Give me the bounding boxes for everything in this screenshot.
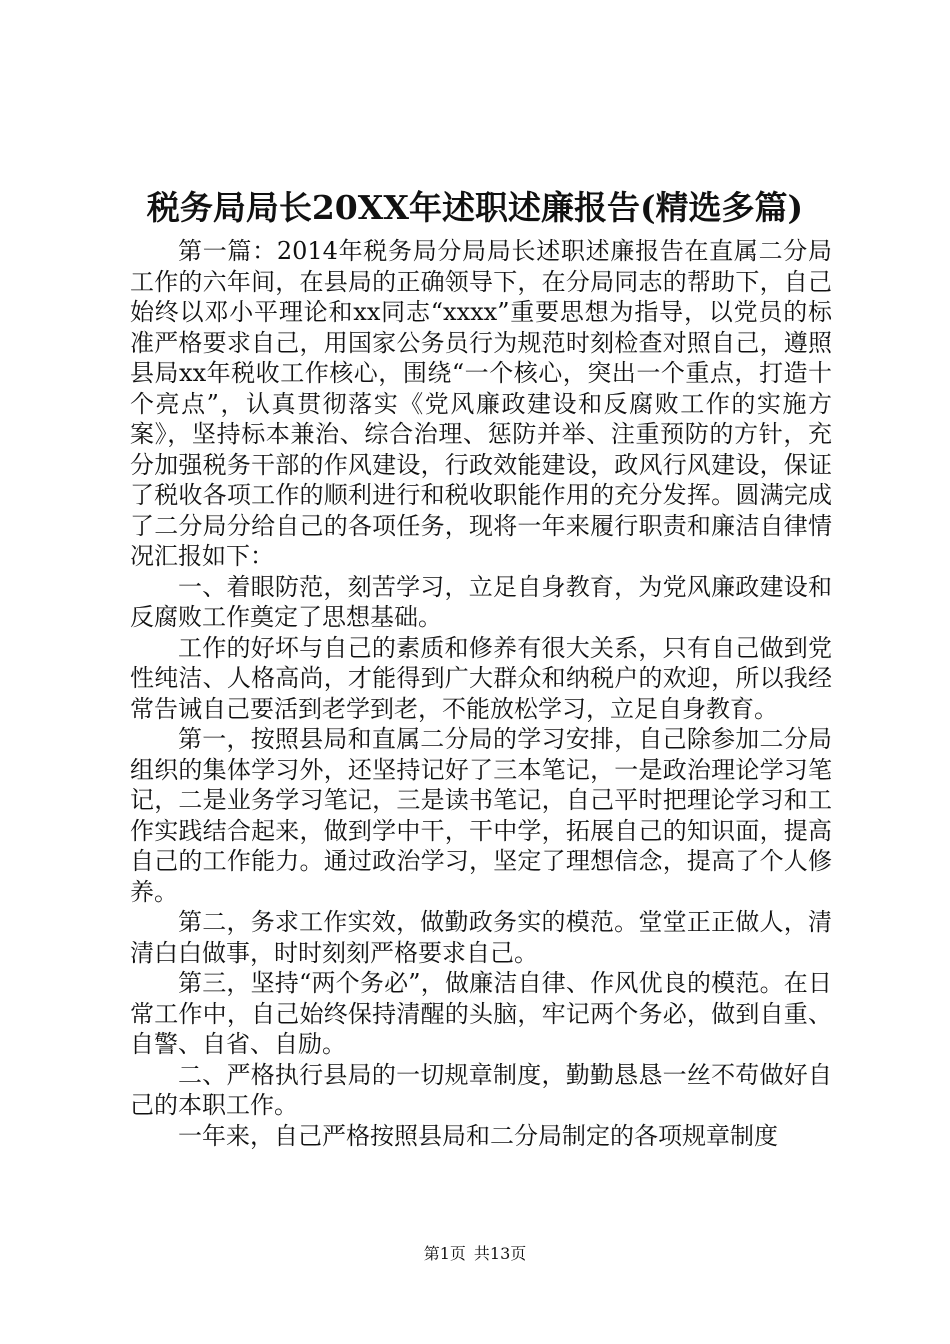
paragraph: 二、严格执行县局的一切规章制度，勤勤恳恳一丝不苟做好自己的本职工作。 bbox=[130, 1060, 832, 1119]
paragraph: 第三，坚持“两个务必”，做廉洁自律、作风优良的模范。在日常工作中，自己始终保持清醒的头脑，牢记两个务必，做到自重、自警、自省、自励。 bbox=[130, 969, 832, 1058]
paragraph: 第一，按照县局和直属二分局的学习安排，自己除参加二分局组织的集体学习外，还坚持记好了三本笔记，一是政治理论学习笔记，二是业务学习笔记，三是读书笔记，自己平时把理论学习和工作实践结合起来，做到学中干，干中学，拓展自己的知识面，提高自己的工作能力。通过政治学习，坚定了理想信念，提高了个人修养。 bbox=[130, 725, 832, 906]
document-title: 税务局局长20XX年述职述廉报告(精选多篇) bbox=[146, 188, 804, 227]
page-number: 第1页 bbox=[423, 1244, 466, 1263]
paragraph: 第二，务求工作实效，做勤政务实的模范。堂堂正正做人，清清白白做事，时时刻刻严格要求自己。 bbox=[130, 908, 832, 967]
paragraph: 一、着眼防范，刻苦学习，立足自身教育，为党风廉政建设和反腐败工作奠定了思想基础。 bbox=[130, 572, 832, 631]
page-total: 共13页 bbox=[473, 1244, 527, 1263]
paragraph: 第一篇：2014年税务局分局局长述职述廉报告在直属二分局工作的六年间，在县局的正确领导下，在分局同志的帮助下，自己始终以邓小平理论和xx同志“xxxx”重要思想为指导，以党员的标准严格要求自己，用国家公务员行为规范时刻检查对照自己，遵照县局xx年税收工作核心，围绕“一个核心，突出一个重点，打造十个亮点”，认真贯彻落实《党风廉政建设和反腐败工作的实施方案》，坚持标本兼治、综合治理、惩防并举、注重预防的方针，充分加强税务干部的作风建设，行政效能建设，政风行风建设，保证了税收各项工作的顺利进行和税收职能作用的充分发挥。圆满完成了二分局分给自己的各项任务，现将一年来履行职责和廉洁自律情况汇报如下： bbox=[130, 237, 832, 570]
page-footer bbox=[0, 1243, 950, 1265]
paragraph: 工作的好坏与自己的素质和修养有很大关系，只有自己做到党性纯洁、人格高尚，才能得到广大群众和纳税户的欢迎，所以我经常告诫自己要活到老学到老，不能放松学习，立足自身教育。 bbox=[130, 633, 832, 723]
paragraph: 一年来，自己严格按照县局和二分局制定的各项规章制度 bbox=[178, 1121, 778, 1150]
document-body bbox=[130, 236, 832, 1151]
